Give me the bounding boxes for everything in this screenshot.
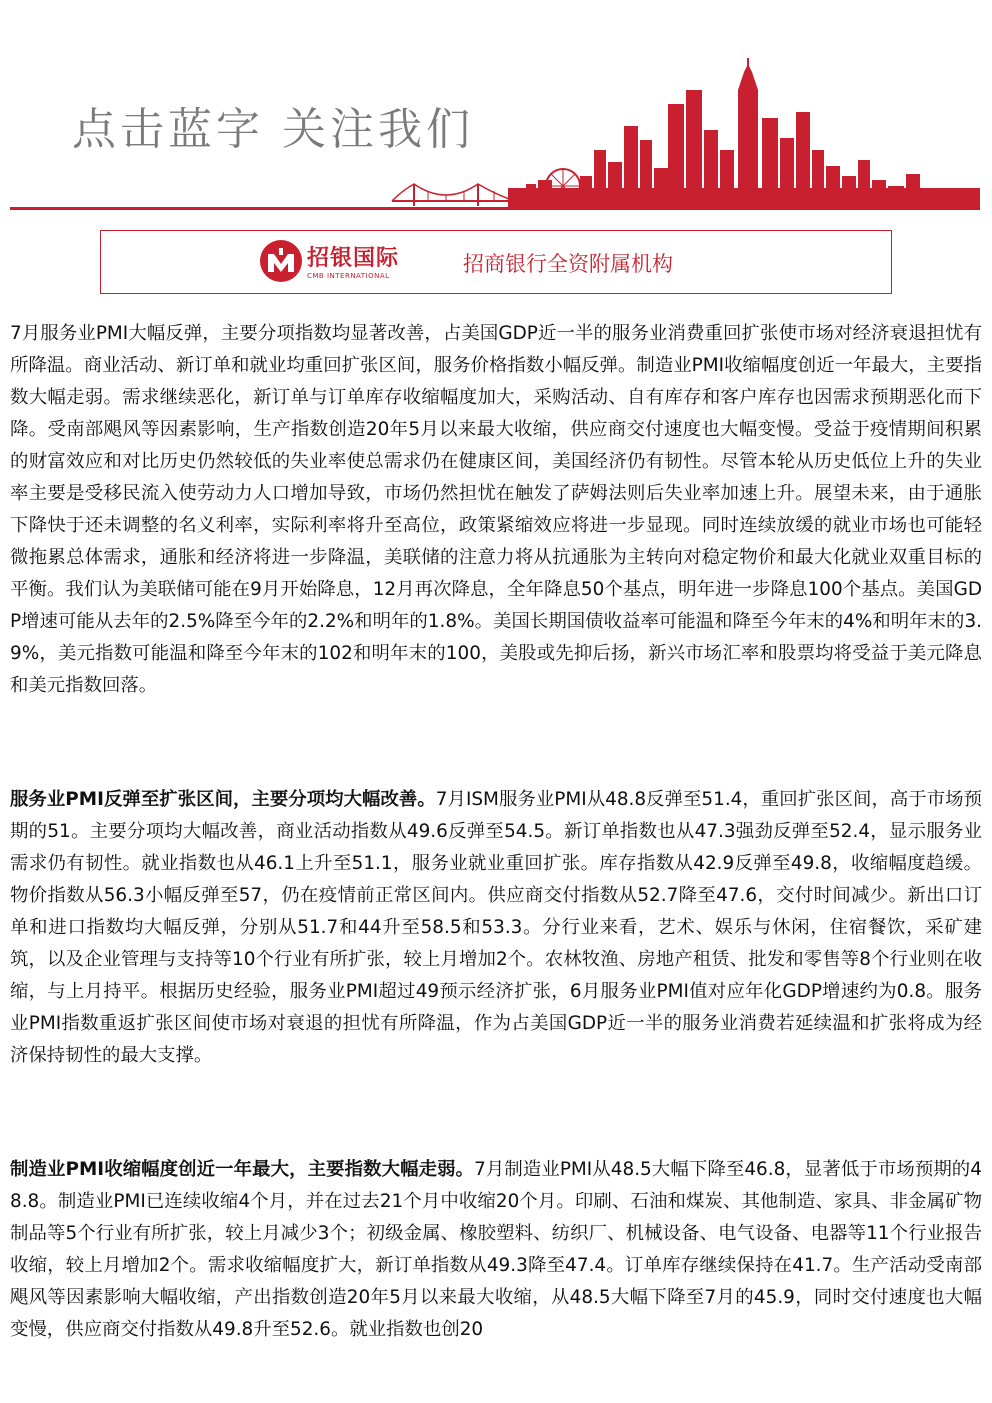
header-banner [0, 0, 992, 215]
logo-chinese-text: 招银国际 [307, 245, 400, 271]
intro-paragraph: 7月服务业PMI大幅反弹，主要分项指数均显著改善，占美国GDP近一半的服务业消费重回扩张使市场对经济衰退担忧有所降温。商业活动、新订单和就业均重回扩张区间，服务价格指数小幅反弹。制造业PMI收缩幅度创近一年最大，主要指数大幅走弱。需求继续恶化，新订单与订单库存收缩幅度加大，采购活动、自有库存和客户库存也因需求预期恶化而下降。受南部飓风等因素影响，生产指数创造20年5月以来最大收缩，供应商交付速度也大幅变慢。受益于疫情期间积累的财富效应和对比历史仍然较低的失业率使总需求仍在健康区间，美国经济仍有韧性。尽管本轮从历史低位上升的失业率主要是受移民流入使劳动力人口增加导致，市场仍然担忧在触发了萨姆法则后失业率加速上升。展望未来，由于通胀下降快于还未调整的名义利率，实际利率将升至高位，政策紧缩效应将进一步显现。同时连续放缓的就业市场也可能轻微拖累总体需求，通胀和经济将进一步降温，美联储的注意力将从抗通胀为主转向对稳定物价和最大化就业双重目标的平衡。我们认为美联储可能在9月开始降息，12月再次降息，全年降息50个基点，明年进一步降息100个基点。美国GDP增速可能从去年的2.5%降至今年的2.2%和明年的1.8%。美国长期国债收益率可能温和降至今年末的4%和明年末的3.9%，美元指数可能温和降至今年末的102和明年末的100，美股或先抑后扬，新兴市场汇率和股票均将受益于美元降息和美元指数回落。 [10, 323, 982, 696]
manufacturing-pmi-body: 7月制造业PMI从48.5大幅下降至46.8，显著低于市场预期的48.8。制造业PMI已连续收缩4个月，并在过去21个月中收缩20个月。印刷、石油和煤炭、其他制造、家具、非金属矿物制品等5个行业有所扩张，较上月减少3个；初级金属、橡胶塑料、纺织厂、机械设备、电气设备、电器等11个行业报告收缩，较上月增加2个。需求收缩幅度扩大，新订单指数从49.3降至47.4。订单库存继续保持在41.7。生产活动受南部飓风等因素影响大幅收缩，产出指数创造20年5月以来最大收缩，从48.5大幅下降至7月的45.9，同时交付速度也大幅变慢，供应商交付指数从49.8升至52.6。就业指数也创20 [10, 1159, 982, 1340]
services-pmi-paragraph [10, 784, 982, 1072]
services-pmi-body: 7月ISM服务业PMI从48.8反弹至51.4，重回扩张区间，高于市场预期的51。主要分项均大幅改善，商业活动指数从49.6反弹至54.5。新订单指数也从47.3强劲反弹至52.4，显示服务业需求仍有韧性。就业指数也从46.1上升至51.1，服务业就业重回扩张。库存指数从42.9反弹至49.8，收缩幅度趋缓。物价指数从56.3小幅反弹至57，仍在疫情前正常区间内。供应商交付指数从52.7降至47.6，交付时间减少。新出口订单和进口指数均大幅反弹，分别从51.7和44升至58.5和53.3。分行业来看，艺术、娱乐与休闲，住宿餐饮，采矿建筑，以及企业管理与支持等10个行业有所扩张，较上月增加2个。农林牧渔、房地产租赁、批发和零售等8个行业则在收缩，与上月持平。根据历史经验，服务业PMI超过49预示经济扩张，6月服务业PMI值对应年化GDP增速约为0.8。服务业PMI指数重返扩张区间使市场对衰退的担忧有所降温，作为占美国GDP近一半的服务业消费若延续温和扩张将成为经济保持韧性的最大支撑。 [10, 789, 982, 1066]
cmb-international-logo-icon [259, 239, 303, 283]
logo-english-text: CMB INTERNATIONAL [307, 272, 390, 280]
article-body [10, 318, 982, 1346]
manufacturing-pmi-lead: 制造业PMI收缩幅度创近一年最大，主要指数大幅走弱。 [10, 1159, 475, 1180]
brand-tagline: 招商银行全资附属机构 [463, 252, 673, 276]
brand-box [100, 230, 892, 294]
bridge-graphic [392, 184, 512, 206]
services-pmi-lead: 服务业PMI反弹至扩张区间，主要分项均大幅改善。 [10, 789, 436, 810]
banner-title[interactable]: 点击蓝字 关注我们 [72, 104, 474, 155]
manufacturing-pmi-paragraph [10, 1154, 982, 1346]
